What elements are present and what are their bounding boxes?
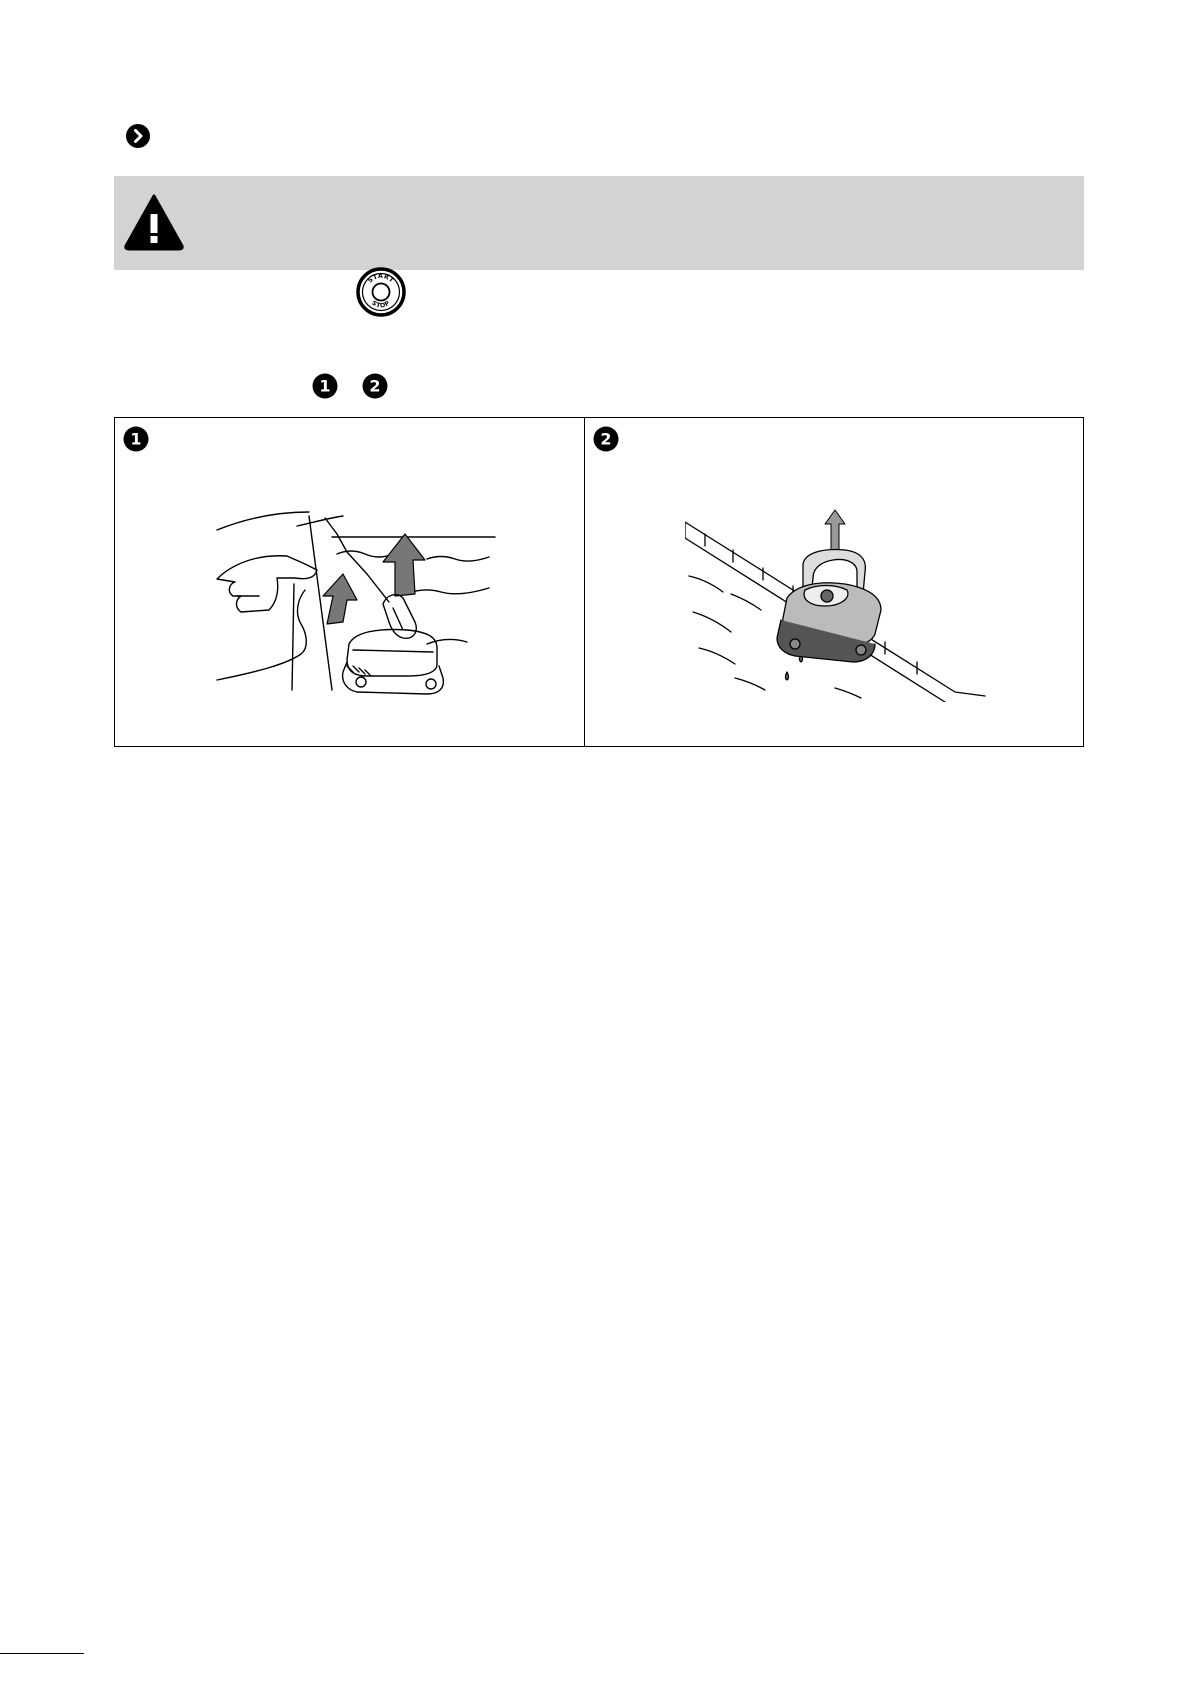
warning-triangle-icon [123,193,185,251]
step-badge-number: 1 [319,376,331,396]
step-badge-2 [593,426,619,452]
stop-label: STOP [370,299,392,310]
robot-on-pool-edge-illustration [685,502,995,702]
start-label: START [366,272,396,285]
start-stop-button-icon [356,267,406,317]
step-badge-1 [123,426,149,452]
figure-table [114,417,1084,747]
lift-robot-illustration [197,504,497,704]
step-badge-1 [312,373,338,399]
step-badge-2 [362,373,388,399]
step-badge-number: 2 [600,429,612,449]
step-badge-number: 2 [369,376,381,396]
figure-cell-2 [585,418,1083,746]
figure-cell-1 [115,418,585,746]
chevron-right-circle-icon [126,124,150,148]
footer-rule [0,1653,84,1654]
step-badge-number: 1 [130,429,142,449]
warning-bar [114,176,1084,270]
